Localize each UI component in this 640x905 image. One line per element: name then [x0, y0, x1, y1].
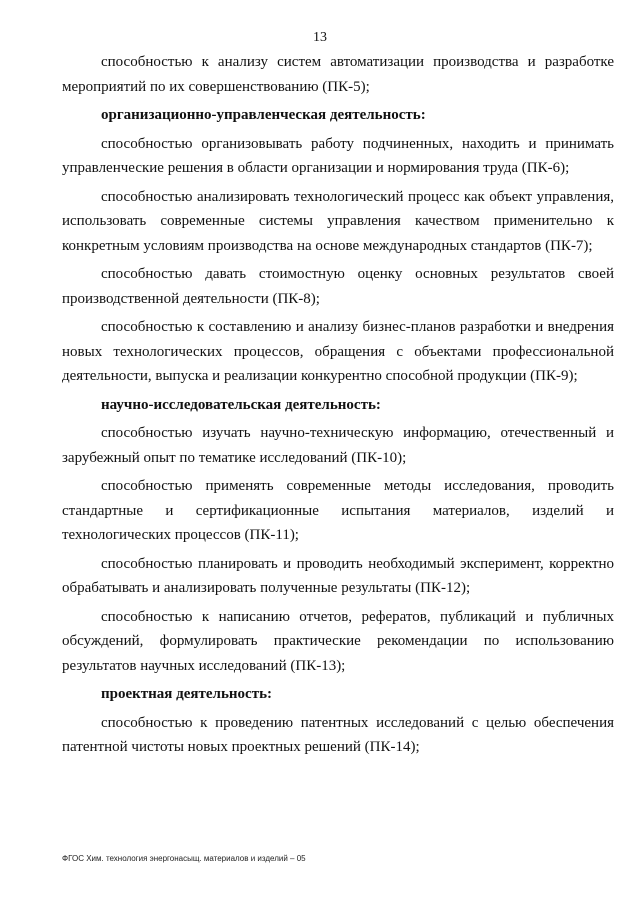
section-heading-organizational: организационно-управленческая деятельность:	[101, 107, 426, 123]
paragraph-pk14: способностью к проведению патентных исследований с целью обеспечения патентной чистоты новых проектных решений (ПК-14);	[62, 714, 614, 755]
paragraph-pk10: способностью изучать научно-техническую информацию, отечественный и зарубежный опыт по тематике исследований (ПК-10);	[62, 425, 614, 466]
paragraph-pk12: способностью планировать и проводить необходимый эксперимент, корректно обрабатывать и анализировать полученные результаты (ПК-12);	[62, 555, 614, 596]
page-body	[62, 50, 614, 764]
paragraph-pk8: способностью давать стоимостную оценку основных результатов своей производственной деятельности (ПК-8);	[62, 266, 614, 307]
paragraph-pk6: способностью организовывать работу подчиненных, находить и принимать управленческие решения в области организации и нормирования труда (ПК-6);	[62, 135, 614, 176]
section-heading-design: проектная деятельность:	[101, 686, 272, 702]
paragraph-pk7: способностью анализировать технологический процесс как объект управления, использовать современные системы управления качеством применительно к конкретным условиям производства на основе международных стандартов (ПК-7);	[62, 188, 614, 254]
paragraph-pk13: способностью к написанию отчетов, рефератов, публикаций и публичных обсуждений, формулировать практические рекомендации по использованию результатов научных исследований (ПК-13);	[62, 608, 614, 674]
page-footer: ФГОС Хим. технология энергонасыщ. материалов и изделий – 05	[62, 854, 306, 863]
paragraph-pk9: способностью к составлению и анализу бизнес-планов разработки и внедрения новых технологических процессов, обращения с объектами профессиональной деятельности, выпуска и реализации конкурентно способной продукции (ПК-9);	[62, 319, 614, 384]
section-heading-research: научно-исследовательская деятельность:	[101, 396, 381, 413]
paragraph-pk11: способностью применять современные методы исследования, проводить стандартные и сертификационные испытания материалов, изделий и технологических процессов (ПК-11);	[62, 478, 614, 543]
page-number: 13	[313, 30, 327, 45]
paragraph-pk5: способностью к анализу систем автоматизации производства и разработке мероприятий по их совершенствованию (ПК-5);	[62, 54, 614, 95]
